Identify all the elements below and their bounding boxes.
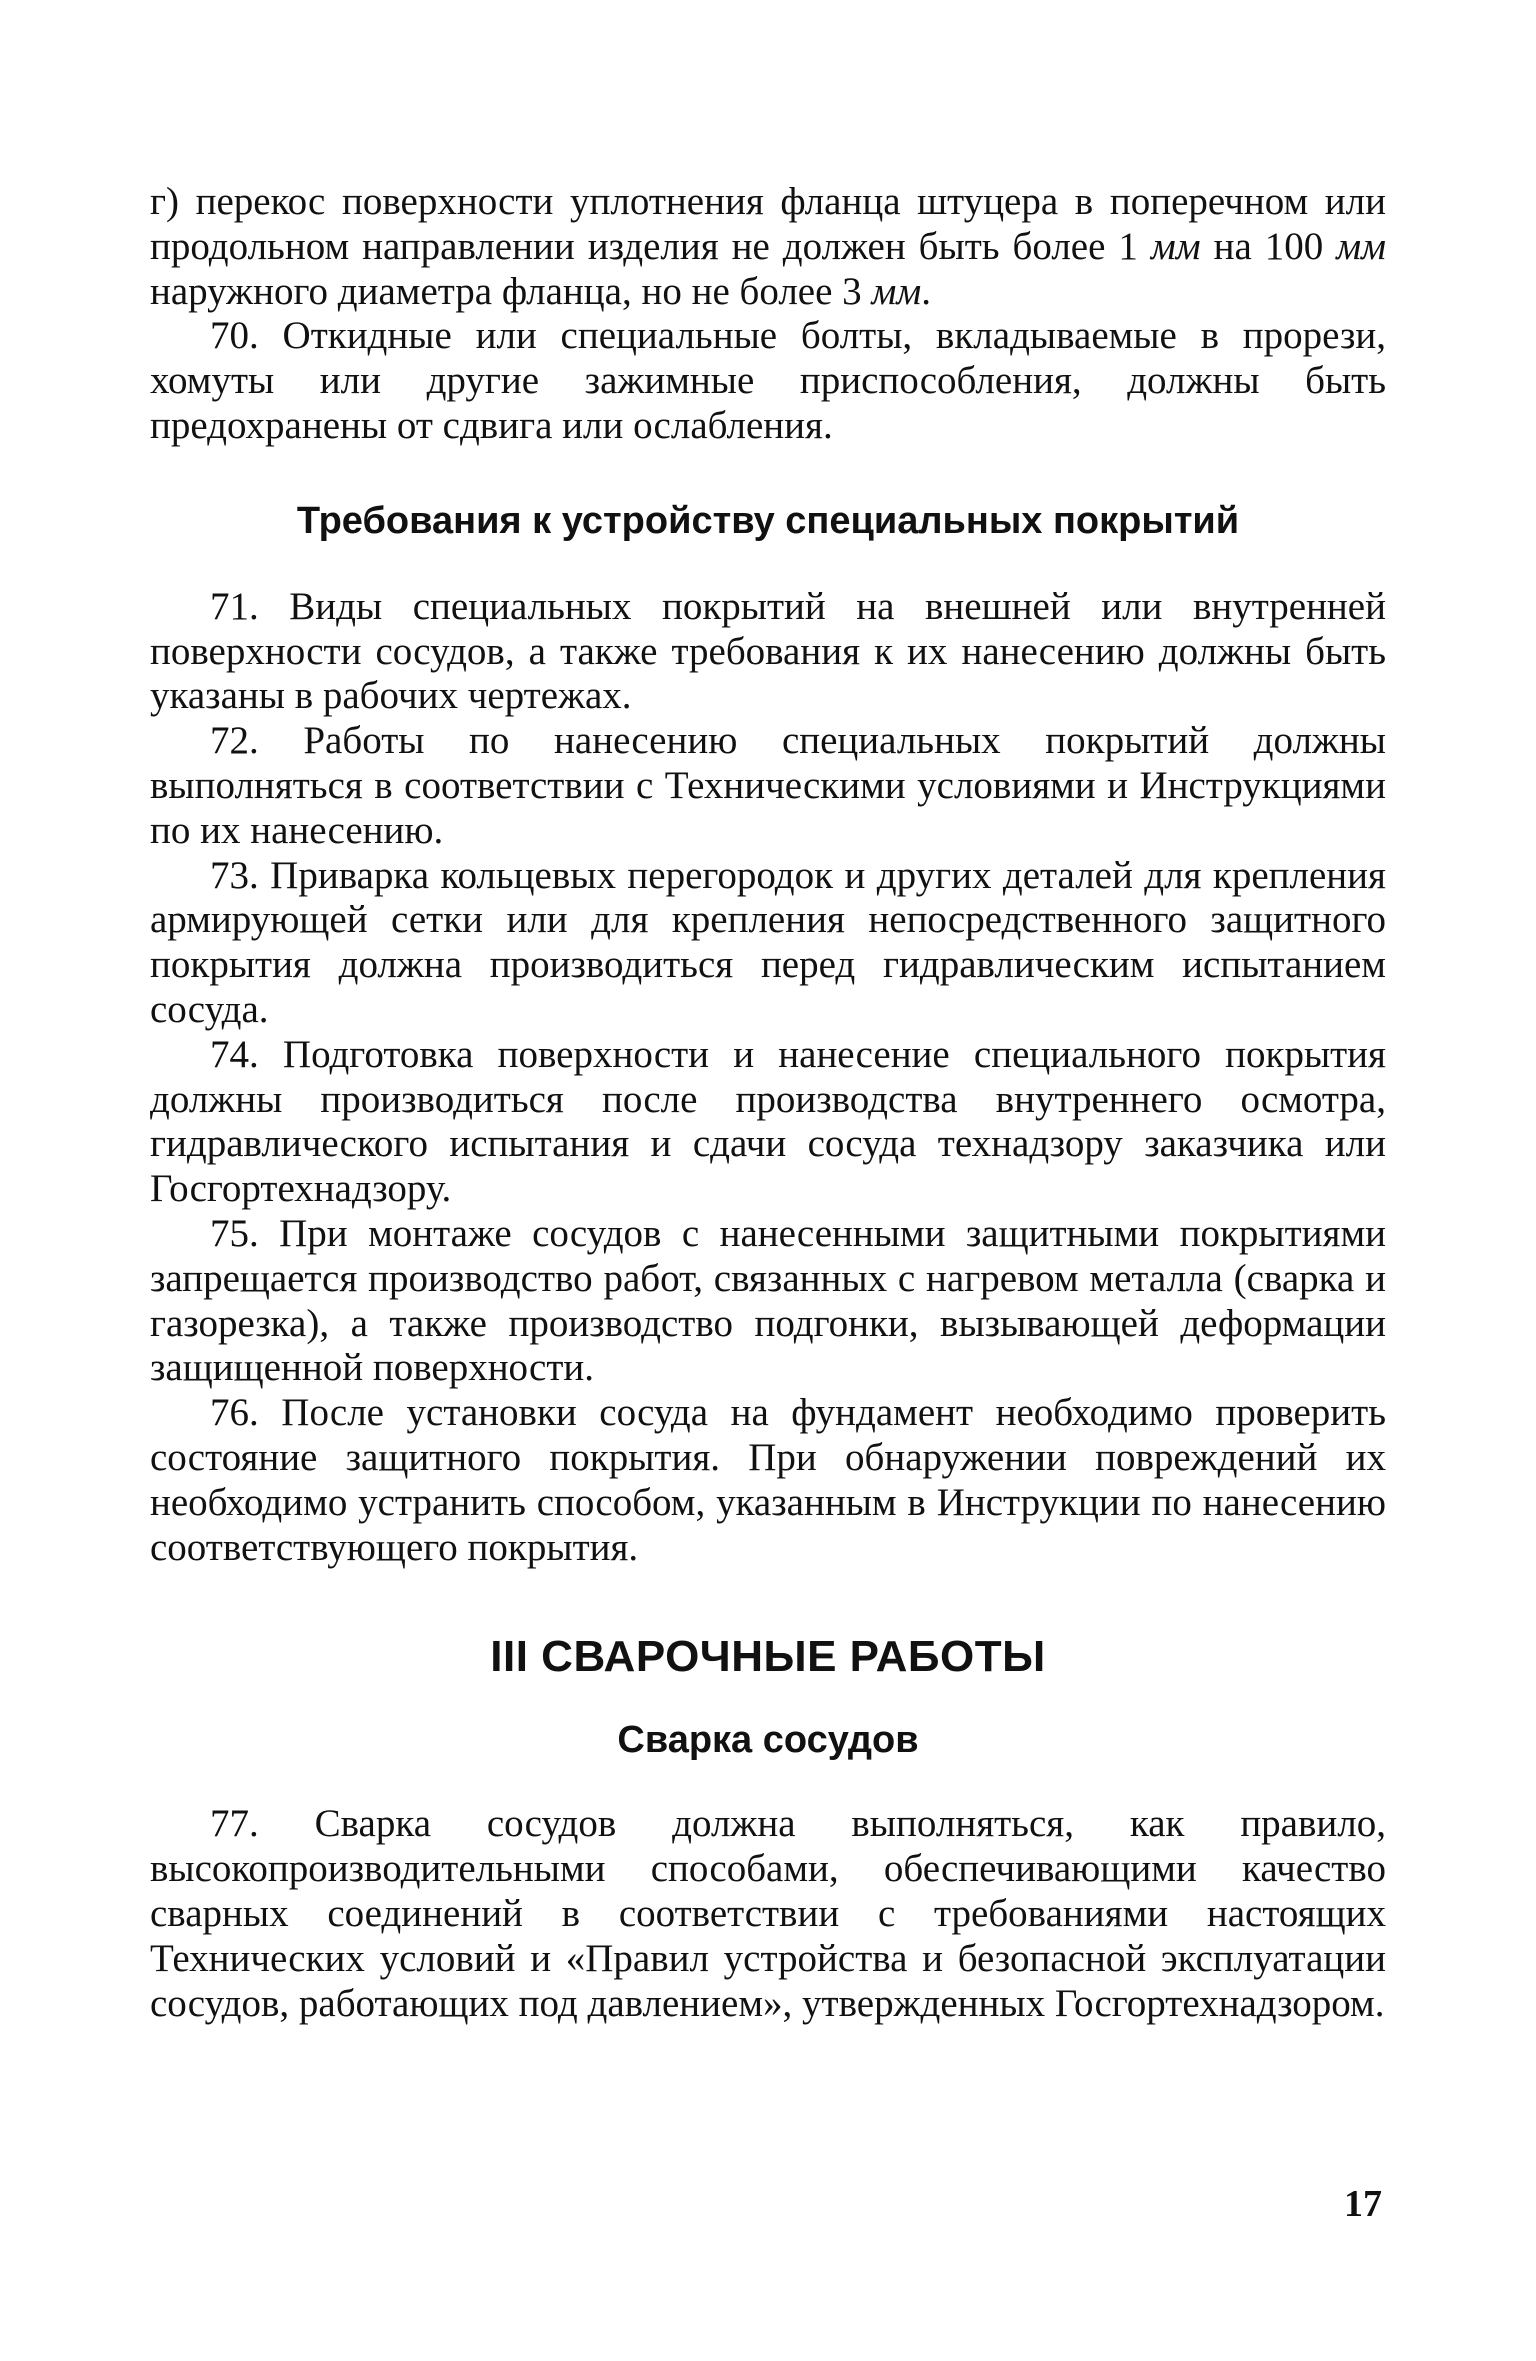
item-g-text-2: на 100 <box>1200 224 1337 268</box>
item-g-text-3: наружного диаметра фланца, но не более 3 <box>150 269 872 313</box>
subsection-heading: Сварка сосудов <box>617 1719 919 1762</box>
paragraph-73: 73. Приварка кольцевых перегородок и других деталей для крепления армирующей сетки или для крепления непосредственного защитного покрытия должна производиться перед гидравлическим испытанием сосуда. <box>150 853 1386 1031</box>
section-heading: Требования к устройству специальных покрытий <box>296 499 1240 542</box>
item-g-text-4: . <box>921 269 931 313</box>
unit-mm-3: мм <box>871 269 922 313</box>
paragraph-70: 70. Откидные или специальные болты, вкладываемые в прорези, хомуты или другие зажимные приспособления, должны быть предохранены от сдвига или ослабления. <box>150 314 1386 447</box>
paragraph-76: 76. После установки сосуда на фундамент необходимо проверить состояние защитного покрытия. При обнаружении повреждений их необходимо устранить способом, указанным в Инструкции по нанесению соответствующего покрытия. <box>150 1391 1386 1569</box>
chapter-heading: III СВАРОЧНЫЕ РАБОТЫ <box>490 1632 1046 1682</box>
paragraph-71: 71. Виды специальных покрытий на внешней или внутренней поверхности сосудов, а также требования к их нанесению должны быть указаны в рабочих чертежах. <box>150 584 1386 718</box>
unit-mm-2: мм <box>1336 224 1386 268</box>
paragraph-77: 77. Сварка сосудов должна выполняться, как правило, высокопроизводительными способами, обеспечивающими качество сварных соединений в соответствии с требованиями настоящих Технических условий и «Правил устройства и безопасной эксплуатации сосудов, работающих под давлением», утвержденных Госгортехнадзором. <box>150 1802 1386 2025</box>
paragraph-72: 72. Работы по нанесению специальных покрытий должны выполняться в соответствии с Техническими условиями и Инструкциями по их нанесению. <box>150 719 1386 852</box>
paragraph-item-g <box>150 180 1386 314</box>
paragraph-75: 75. При монтаже сосудов с нанесенными защитными покрытиями запрещается производство работ, связанных с нагревом металла (сварка и газорезка), а также производство подгонки, вызывающей деформации защищенной поверхности. <box>150 1211 1386 1390</box>
paragraph-74: 74. Подготовка поверхности и нанесение специального покрытия должны производиться после производства внутреннего осмотра, гидравлического испытания и сдачи сосуда технадзору заказчика или Госгортехнадзору. <box>150 1032 1386 1211</box>
unit-mm-1: мм <box>1150 224 1201 268</box>
document-page <box>150 180 1386 2026</box>
page-number: 17 <box>1344 2183 1382 2225</box>
item-g-text-1: г) перекос поверхности уплотнения фланца штуцера в поперечном или продольном направлении изделия не должен быть более 1 <box>150 180 1386 268</box>
